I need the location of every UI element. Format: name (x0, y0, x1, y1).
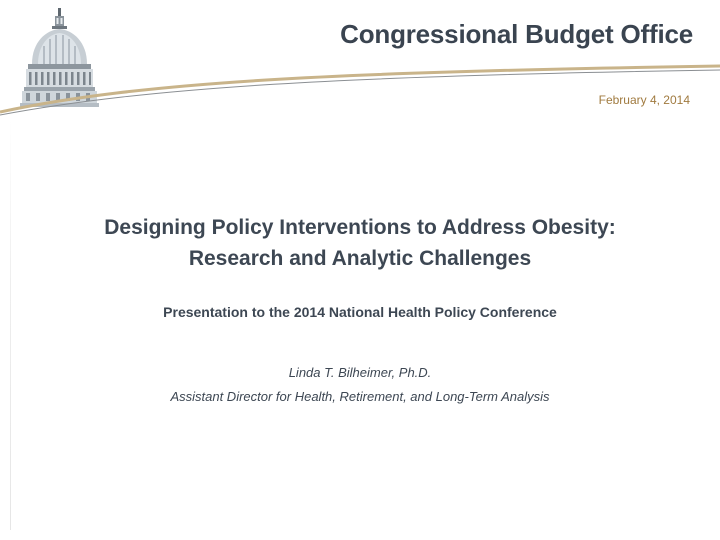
author-name: Linda T. Bilheimer, Ph.D. (288, 365, 432, 380)
author-position: Assistant Director for Health, Retirement, and Long-Term Analysis (170, 389, 550, 404)
slide-title-line-1: Designing Policy Interventions to Address Obesity: (104, 216, 616, 239)
frame-line (10, 120, 11, 530)
slide-subtitle: Presentation to the 2014 National Health Policy Conference (163, 304, 557, 320)
organization-name: Congressional Budget Office (340, 19, 693, 49)
presentation-date: February 4, 2014 (598, 93, 690, 107)
slide-title (40, 212, 680, 274)
author-block (40, 361, 680, 409)
header-rule (0, 60, 720, 120)
slide-title-line-2: Research and Analytic Challenges (188, 247, 532, 270)
